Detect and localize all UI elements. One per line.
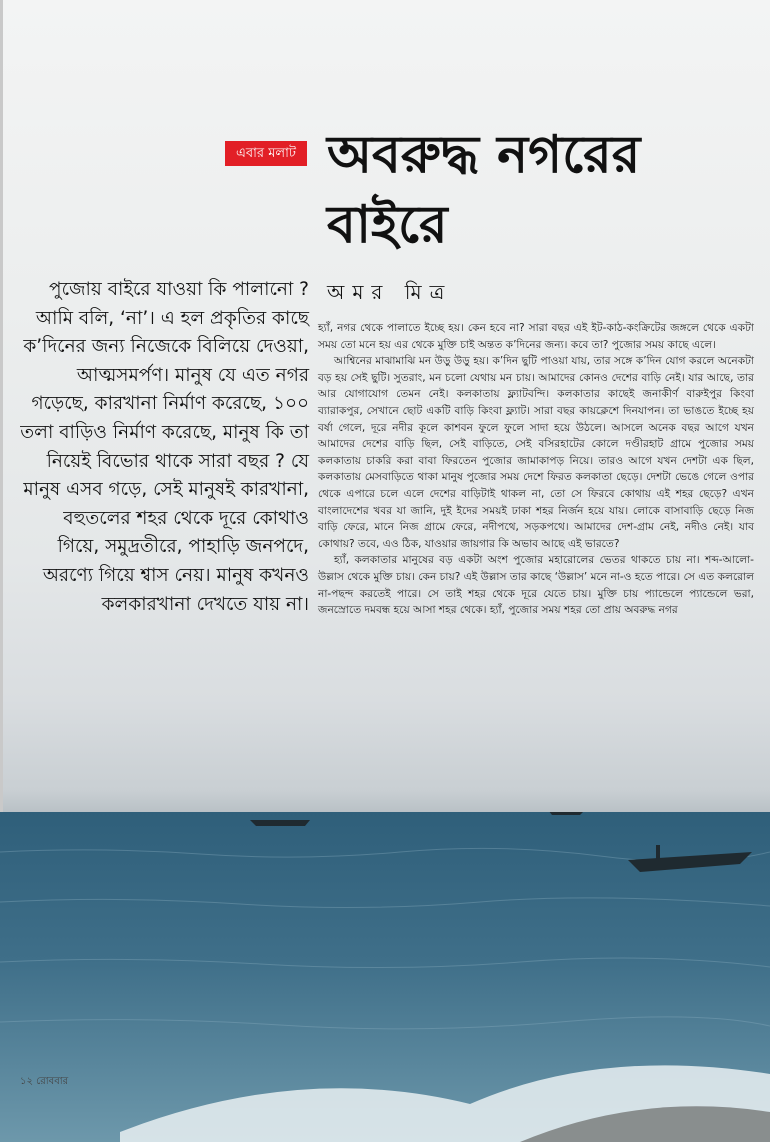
page-folio: ১২ রোববার <box>20 1076 69 1087</box>
sea-photo <box>0 812 770 1142</box>
boat <box>250 820 310 826</box>
boatman <box>656 845 660 859</box>
article-title: অবরুদ্ধ নগরের বাইরে <box>327 124 641 255</box>
pull-quote: পুজোয় বাইরে যাওয়া কি পালানো ? আমি বলি, ‘না’। এ হল প্রকৃতির কাছে ক’দিনের জন্য নিজেকে বিলিয়ে দেওয়া, আত্মসমর্পণ। মানুষ যে এত নগর গড়েছে, কারখানা নির্মাণ করেছে, ১০০ তলা বাড়িও নির্মাণ করেছে, মানুষ কি তা নিয়েই বিভোর থাকে সারা বছর ? যে মানুষ এসব গড়ে, সেই মানুষই কারখানা, বহুতলের শহর থেকে দূরে কোথাও গিয়ে, সমুদ্রতীরে, পাহাড়ি জনপদে, অরণ্যে গিয়ে শ্বাস নেয়। মানুষ কখনও কলকারখানা দেখতে যায় না। <box>20 279 309 615</box>
section-tag: এবার মলাট <box>225 141 307 166</box>
author-byline: অমর মিত্র <box>327 280 453 304</box>
boat <box>548 812 585 815</box>
article-body <box>318 320 754 619</box>
body-paragraph: আশ্বিনের মাঝামাঝি মন উড়ু উড়ু হয়। ক’দিন ছুটি পাওয়া যায়, তার সঙ্গে ক’দিন যোগ করলে অনেকটা বড় হয় সেই ছুটি। সুতরাং, মন চলো যেথায় মন চায়। আমাদের কোনও দেশের বাড়ি নেই। যার আছে, তার আর যোগাযোগ তেমন নেই। কলকাতায় ফ্ল্যাটবন্দি। কলকাতার কাছেই জনাকীর্ণ বারুইপুর কিংবা ব্যারাকপুর, সেখানে ছোট একটি বাড়ি কিংবা ফ্ল্যাট। সারা বছর কায়ক্লেশে দিনযাপন। তা ভাঙতে ইচ্ছে হয় বর্ষা গেলে, দূরে নদীর কূলে কাশবন ফুলে ফুলে সাদা হয়ে উঠলে। আসলে অনেক বছর আগে যখন আমাদের দেশের বাড়ি ছিল, সেই বাড়িতে, সেই বসিরহাটের কোলে দণ্ডীরহাট গ্রামে পুজোর সময় কলকাতায় চাকরি করা বাবা ফিরতেন পুজোর জামাকাপড় নিয়ে। তারও আগে যখন দেশটা এক ছিল, কলকাতায় মেসবাড়িতে থাকা মানুষ পুজোর সময় দেশে ফিরত কলকাতা ছেড়ে। দেশটা ভেঙে গেলে ওপার থেকে এপারে চলে এলে দেশের বাড়িটাই থাকল না, তো সে ফিরবে কোথায় এই শহর ছেড়ে? এখন বাংলাদেশের খবর যা জানি, দুই ইদের সময়ই ঢাকা শহর নির্জন হয়ে যায়। লোকে বাসাবাড়ি ছেড়ে নিজ বাড়ি ফেরে, মানে নিজ গ্রামে ফেরে, নদীপথে, সড়কপথে। আমাদের দেশ-গ্রাম নেই, নদীও নেই। যাব কোথায়? তবে, এও ঠিক, যাওয়ার জায়গার কি অভাব আছে এই ভারতে? <box>318 355 754 550</box>
body-paragraph: হ্যাঁ, কলকাতার মানুষের বড় একটা অংশ পুজোর মহারোলের ভেতর থাকতে চায় না। শব্দ-আলো-উল্লাস থেকে মুক্তি চায়। কেন চায়? এই উল্লাস তার কাছে ‘উল্লাস’ মনে না-ও হতে পারে। সে এত কলরোল না-পছন্দ করতেই পারে। সে তাই শহর থেকে দূরে যেতে চায়। মুক্তি চায় প্যান্ডেলে প্যান্ডেলে ভরা, জনস্রোতে দমবন্ধ হয়ে আসা শহর থেকে। হ্যাঁ, পুজোর সময় শহর তো প্রায় অবরুদ্ধ নগর <box>318 554 754 617</box>
body-paragraph: হ্যাঁ, নগর থেকে পালাতে ইচ্ছে হয়। কেন হবে না? সারা বছর এই ইট-কাঠ-কংক্রিটের জঙ্গলে থেকে একটা সময় তো মনে হয় এর থেকে মুক্তি চাই অন্তত ক’দিনের জন্য। কবে তা? পুজোর সময় কাছে এলে। <box>318 322 754 351</box>
